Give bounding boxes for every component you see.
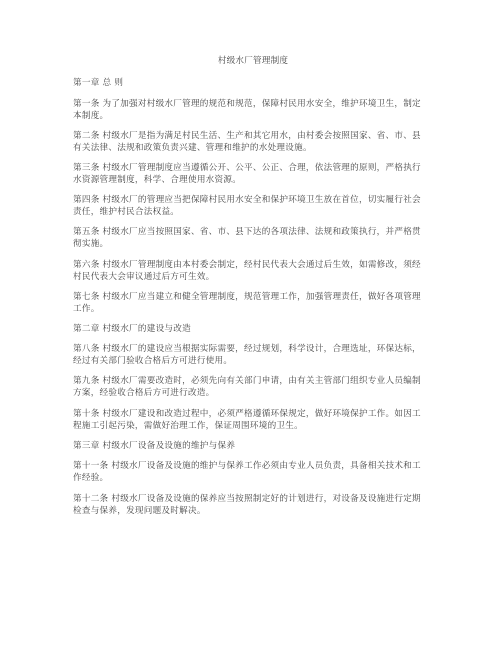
body-line: 彻实施。	[73, 239, 109, 249]
body-line: 第三章 村级水厂设备及设施的维护与保养	[73, 441, 236, 451]
body-line: 水资源管理制度，科学、合理使用水资源。	[73, 175, 242, 185]
body-line: 第二条 村级水厂是指为满足村民生活、生产和其它用水，由村委会按照国家、省、市、县	[73, 131, 421, 141]
body-line: 第七条 村级水厂应当建立和健全管理制度，规范管理工作，加强管理责任，做好各项管理	[73, 292, 421, 302]
body-line: 本制度。	[73, 111, 109, 121]
body-line: 检查与保养，发现问题及时解决。	[73, 506, 206, 516]
body-line: 村民代表大会审议通过后方可生效。	[73, 272, 215, 282]
body-line: 第九条 村级水厂需要改造时，必须先向有关部门申请，由有关主管部门组织专业人员编制	[73, 376, 421, 386]
body-line: 第六条 村级水厂管理制度由本村委会制定，经村民代表大会通过后生效，如需修改，须经	[73, 260, 421, 270]
body-line: 有关法律、法规和政策负责兴建、管理和维护的水处理设施。	[73, 143, 312, 153]
body-line: 第十一条 村级水厂设备及设施的维护与保养工作必须由专业人员负责，具备相关技术和工	[73, 461, 421, 471]
body-line: 作经验。	[73, 473, 109, 483]
body-line: 方案，经验收合格后方可进行改造。	[73, 388, 215, 398]
body-line: 第八条 村级水厂的建设应当根据实际需要，经过规划，科学设计，合理选址，环保达标，	[73, 344, 421, 354]
body-line: 第一章 总 则	[73, 78, 124, 88]
body-line: 第十二条 村级水厂设备及设施的保养应当按照制定好的计划进行，对设备及设施进行定期	[73, 494, 421, 504]
body-line: 第五条 村级水厂应当按照国家、省、市、县下达的各项法律、法规和政策执行，并严格贯	[73, 227, 421, 237]
body-line: 经过有关部门验收合格后方可进行使用。	[73, 356, 233, 366]
body-line: 第二章 村级水厂的建设与改造	[73, 324, 191, 334]
body-line: 第一条 为了加强对村级水厂管理的规范和规范，保障村民用水安全，维护环境卫生，制定	[73, 99, 421, 109]
body-line: 程施工引起污染，需做好治理工作，保证周围环境的卫生。	[73, 421, 303, 431]
body-line: 第三条 村级水厂管理制度应当遵循公开、公平、公正、合理，依法管理的原则，严格执行	[73, 163, 421, 173]
document-title: 村级水厂管理制度	[217, 56, 289, 66]
body-line: 第四条 村级水厂的管理应当把保障村民用水安全和保护环境卫生放在首位，切实履行社会	[73, 195, 421, 205]
body-line: 责任，维护村民合法权益。	[73, 207, 180, 217]
body-line: 工作。	[73, 304, 100, 314]
body-line: 第十条 村级水厂建设和改造过程中，必须严格遵循环保规定，做好环境保护工作。如因工	[73, 409, 421, 419]
